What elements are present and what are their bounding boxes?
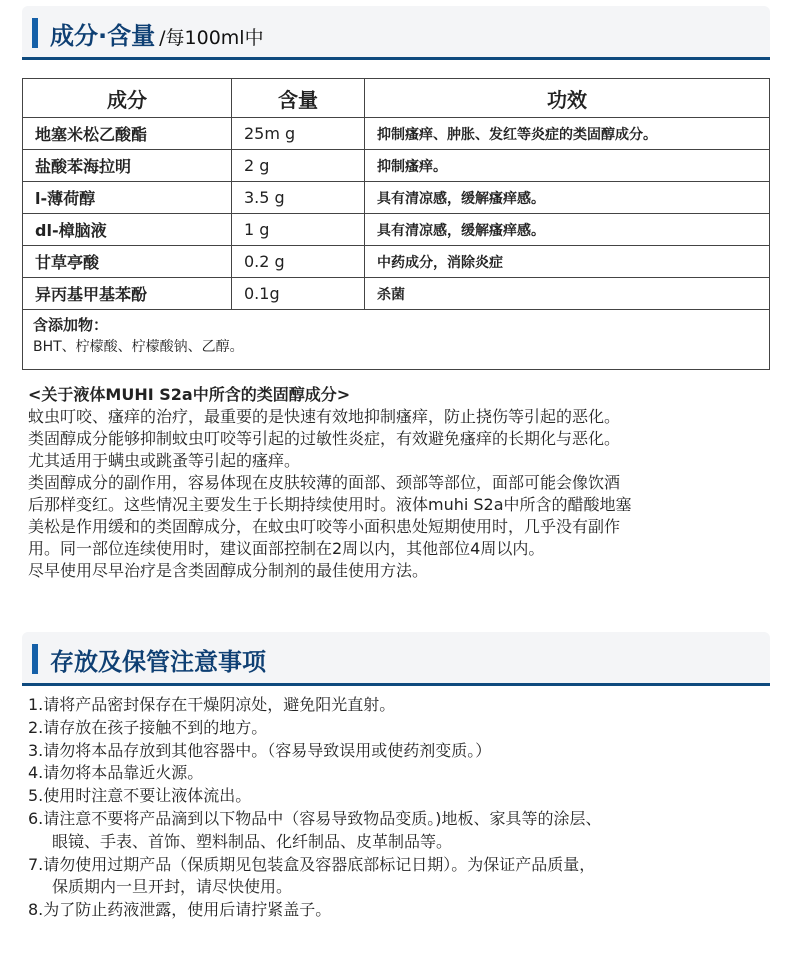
ingredient-amount: 2 g bbox=[232, 150, 365, 182]
ingredient-effect: 中药成分，消除炎症 bbox=[365, 246, 770, 278]
additives-label: 含添加物： bbox=[33, 316, 109, 334]
ingredient-name: 地塞米松乙酸酯 bbox=[23, 118, 232, 150]
section-title-text: 成分·含量 bbox=[50, 22, 156, 50]
ingredient-name: 甘草亭酸 bbox=[23, 246, 232, 278]
ingredient-amount: 25m g bbox=[232, 118, 365, 150]
storage-note: 4.请勿将本品靠近火源。 bbox=[28, 763, 204, 783]
ingredient-effect: 杀菌 bbox=[365, 278, 770, 310]
steroid-info bbox=[28, 384, 778, 582]
storage-note: 5.使用时注意不要让液体流出。 bbox=[28, 786, 252, 806]
table-row bbox=[23, 278, 770, 310]
header-amount: 含量 bbox=[232, 79, 365, 118]
table-row bbox=[23, 182, 770, 214]
storage-notes bbox=[28, 694, 770, 922]
section-title: 存放及保管注意事项 bbox=[50, 648, 266, 676]
storage-note: 2.请存放在孩子接触不到的地方。 bbox=[28, 717, 268, 737]
header-ingredient: 成分 bbox=[23, 79, 232, 118]
ingredient-effect: 具有清凉感，缓解瘙痒感。 bbox=[365, 214, 770, 246]
ingredient-effect: 抑制瘙痒、肿胀、发红等炎症的类固醇成分。 bbox=[365, 118, 770, 150]
ingredient-amount: 1 g bbox=[232, 214, 365, 246]
ingredient-effect: 具有清凉感，缓解瘙痒感。 bbox=[365, 182, 770, 214]
ingredient-amount: 3.5 g bbox=[232, 182, 365, 214]
steroid-info-line: 蚊虫叮咬、瘙痒的治疗，最重要的是快速有效地抑制瘙痒，防止挠伤等引起的恶化。 bbox=[28, 407, 621, 426]
table-row bbox=[23, 150, 770, 182]
storage-note-continuation: 眼镜、手表、首饰、塑料制品、化纤制品、皮革制品等。 bbox=[52, 831, 453, 851]
additives-cell bbox=[23, 310, 770, 370]
table-row bbox=[23, 246, 770, 278]
steroid-info-line: 用。同一部位连续使用时，建议面部控制在2周以内，其他部位4周以内。 bbox=[28, 539, 545, 558]
section-subtitle: /每100ml中 bbox=[159, 27, 264, 49]
ingredient-name: 盐酸苯海拉明 bbox=[23, 150, 232, 182]
additives-row bbox=[23, 310, 770, 370]
additives-text: BHT、柠檬酸、柠檬酸钠、乙醇。 bbox=[33, 339, 244, 355]
steroid-info-line: 后那样变红。这些情况主要发生于长期持续使用时。液体muhi S2a中所含的醋酸地塞 bbox=[28, 495, 632, 514]
steroid-info-line: 类固醇成分的副作用，容易体现在皮肤较薄的面部、颈部等部位，面部可能会像饮酒 bbox=[28, 473, 621, 492]
table-header-row bbox=[23, 79, 770, 118]
section-accent-bar bbox=[32, 644, 38, 674]
table-row bbox=[23, 214, 770, 246]
storage-note: 6.请注意不要将产品滴到以下物品中（容易导致物品变质。)地板、家具等的涂层、 bbox=[28, 808, 602, 828]
storage-note: 7.请勿使用过期产品（保质期见包装盒及容器底部标记日期）。为保证产品质量， bbox=[28, 854, 596, 874]
ingredient-amount: 0.1g bbox=[232, 278, 365, 310]
ingredient-amount: 0.2 g bbox=[232, 246, 365, 278]
storage-note: 1.请将产品密封保存在干燥阴凉处，避免阳光直射。 bbox=[28, 695, 396, 714]
steroid-info-heading: <关于液体MUHI S2a中所含的类固醇成分> bbox=[28, 385, 351, 404]
header-effect: 功效 bbox=[365, 79, 770, 118]
storage-note-continuation: 保质期内一旦开封，请尽快使用。 bbox=[52, 877, 293, 897]
ingredient-name: dl-樟脑液 bbox=[23, 214, 232, 246]
table-row bbox=[23, 118, 770, 150]
steroid-info-line: 类固醇成分能够抑制蚊虫叮咬等引起的过敏性炎症，有效避免瘙痒的长期化与恶化。 bbox=[28, 429, 621, 448]
ingredient-effect: 抑制瘙痒。 bbox=[365, 150, 770, 182]
storage-note: 8.为了防止药液泄露，使用后请拧紧盖子。 bbox=[28, 900, 332, 920]
storage-note: 3.请勿将本品存放到其他容器中。（容易导致误用或使药剂变质。） bbox=[28, 740, 492, 760]
section-title bbox=[50, 16, 264, 51]
ingredient-name: l-薄荷醇 bbox=[23, 182, 232, 214]
steroid-info-line: 尽早使用尽早治疗是含类固醇成分制剂的最佳使用方法。 bbox=[28, 561, 429, 580]
steroid-info-line: 美松是作用缓和的类固醇成分，在蚊虫叮咬等小面积患处短期使用时，几乎没有副作 bbox=[28, 517, 621, 536]
ingredient-name: 异丙基甲基苯酚 bbox=[23, 278, 232, 310]
ingredients-section-header bbox=[22, 6, 770, 60]
storage-section-header bbox=[22, 632, 770, 686]
section-accent-bar bbox=[32, 18, 38, 48]
ingredients-table bbox=[22, 78, 770, 370]
steroid-info-line: 尤其适用于螨虫或跳蚤等引起的瘙痒。 bbox=[28, 451, 301, 470]
